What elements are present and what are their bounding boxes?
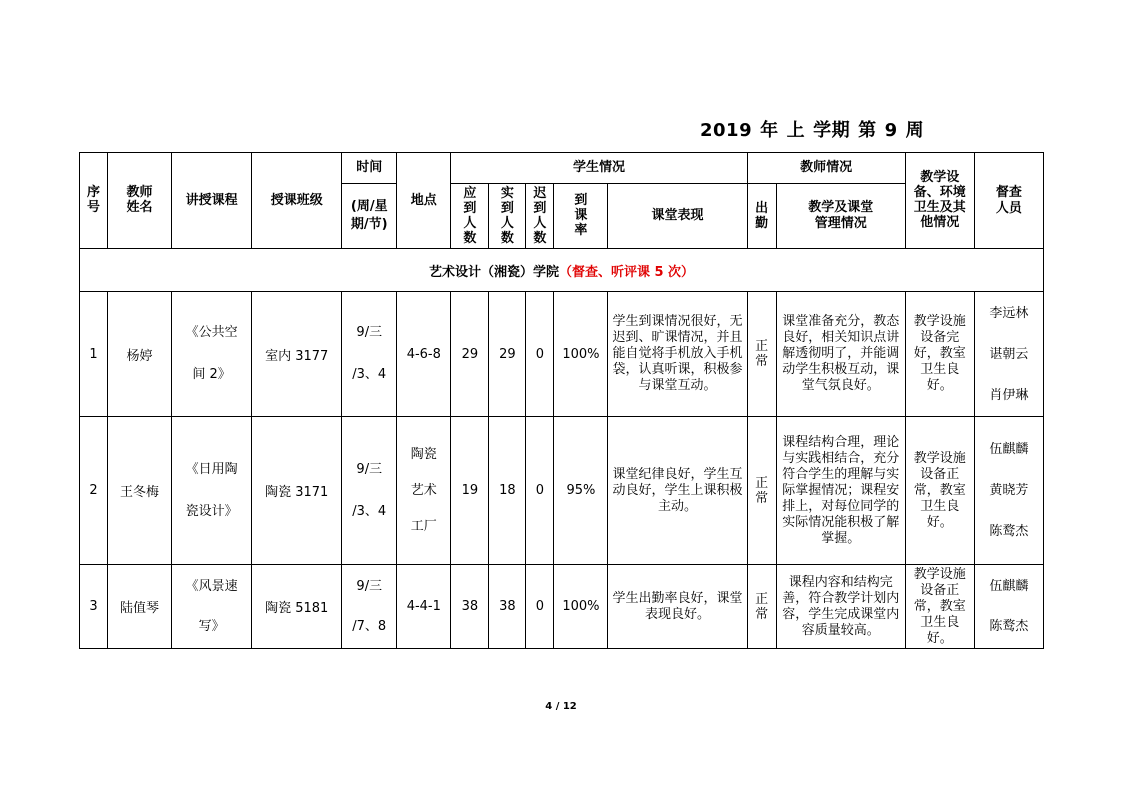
row-facilities: 教学设施设备正常，教室卫生良好。 bbox=[905, 565, 974, 649]
year: 2019 bbox=[700, 120, 753, 141]
row-management: 课程内容和结构完善，符合教学计划内容，学生完成课堂内容质量较高。 bbox=[776, 565, 905, 649]
header-time-sub: (周/星期/节) bbox=[342, 184, 397, 249]
row-facilities: 教学设施设备完好，教室卫生良好。 bbox=[905, 292, 974, 417]
header-students-group: 学生情况 bbox=[451, 153, 747, 184]
row-class: 陶瓷 5181 bbox=[252, 565, 342, 649]
header-actual: 实到人数 bbox=[489, 184, 526, 249]
row-attendance: 正常 bbox=[747, 565, 776, 649]
row-rate: 95% bbox=[554, 417, 608, 565]
row-supervisors: 伍麒麟 陈鹜杰 bbox=[974, 565, 1043, 649]
header-supervisors: 督查人员 bbox=[974, 153, 1043, 249]
row-attendance: 正常 bbox=[747, 417, 776, 565]
inspection-table bbox=[79, 152, 1044, 649]
header-facilities: 教学设备、环境卫生及其他情况 bbox=[905, 153, 974, 249]
header-teacher: 教师姓名 bbox=[108, 153, 172, 249]
term-unit: 学期 bbox=[813, 120, 851, 141]
week-unit: 周 bbox=[905, 120, 925, 141]
header-management: 教学及课堂管理情况 bbox=[776, 184, 905, 249]
row-index: 3 bbox=[80, 565, 108, 649]
row-teacher: 杨婷 bbox=[108, 292, 172, 417]
row-place: 4-6-8 bbox=[397, 292, 451, 417]
header-attendance: 出勤 bbox=[747, 184, 776, 249]
row-facilities: 教学设施设备正常，教室卫生良好。 bbox=[905, 417, 974, 565]
row-performance: 课堂纪律良好，学生互动良好，学生上课积极主动。 bbox=[608, 417, 747, 565]
row-time: 9/三 /7、8 bbox=[342, 565, 397, 649]
row-expected: 29 bbox=[451, 292, 489, 417]
college-row bbox=[80, 249, 1044, 292]
header-class: 授课班级 bbox=[252, 153, 342, 249]
row-supervisors: 李远林 谌朝云 肖伊琳 bbox=[974, 292, 1043, 417]
row-actual: 18 bbox=[489, 417, 526, 565]
table-row bbox=[80, 292, 1044, 417]
row-course: 《公共空 间 2》 bbox=[172, 292, 252, 417]
row-teacher: 王冬梅 bbox=[108, 417, 172, 565]
week-title bbox=[700, 116, 1040, 142]
header-late: 迟到人数 bbox=[526, 184, 554, 249]
row-class: 室内 3177 bbox=[252, 292, 342, 417]
college-note: （督查、听评课 5 次） bbox=[558, 264, 695, 280]
header-course: 讲授课程 bbox=[172, 153, 252, 249]
header-place: 地点 bbox=[397, 153, 451, 249]
row-time: 9/三 /3、4 bbox=[342, 292, 397, 417]
row-class: 陶瓷 3171 bbox=[252, 417, 342, 565]
row-expected: 38 bbox=[451, 565, 489, 649]
row-actual: 29 bbox=[489, 292, 526, 417]
row-performance: 学生出勤率良好，课堂表现良好。 bbox=[608, 565, 747, 649]
row-teacher: 陆值琴 bbox=[108, 565, 172, 649]
header-time: 时间 bbox=[342, 153, 397, 184]
table-row bbox=[80, 565, 1044, 649]
header-index: 序号 bbox=[80, 153, 108, 249]
header-expected: 应到人数 bbox=[451, 184, 489, 249]
row-management: 课程结构合理，理论与实践相结合，充分符合学生的理解与实际掌握情况；课程安排上，对每位同学的实际情况能积极了解掌握。 bbox=[776, 417, 905, 565]
row-course: 《日用陶 瓷设计》 bbox=[172, 417, 252, 565]
row-rate: 100% bbox=[554, 292, 608, 417]
row-performance: 学生到课情况很好，无迟到、旷课情况，并且能自觉将手机放入手机袋，认真听课，积极参与课堂互动。 bbox=[608, 292, 747, 417]
college-title bbox=[80, 249, 1044, 292]
page-number: 4 / 12 bbox=[545, 701, 577, 712]
row-management: 课堂准备充分，教态良好，相关知识点讲解透彻明了，并能调动学生积极互动，课堂气氛良好。 bbox=[776, 292, 905, 417]
header-rate: 到课率 bbox=[554, 184, 608, 249]
header-teacher-group: 教师情况 bbox=[747, 153, 905, 184]
row-index: 1 bbox=[80, 292, 108, 417]
row-late: 0 bbox=[526, 565, 554, 649]
row-course: 《风景速 写》 bbox=[172, 565, 252, 649]
row-expected: 19 bbox=[451, 417, 489, 565]
row-late: 0 bbox=[526, 417, 554, 565]
college-name: 艺术设计（湘瓷）学院 bbox=[428, 264, 559, 280]
table-row bbox=[80, 417, 1044, 565]
row-supervisors: 伍麒麟 黄晓芳 陈鹜杰 bbox=[974, 417, 1043, 565]
row-rate: 100% bbox=[554, 565, 608, 649]
row-attendance: 正常 bbox=[747, 292, 776, 417]
row-time: 9/三 /3、4 bbox=[342, 417, 397, 565]
week-number: 9 bbox=[884, 120, 898, 141]
row-late: 0 bbox=[526, 292, 554, 417]
row-index: 2 bbox=[80, 417, 108, 565]
row-place: 4-4-1 bbox=[397, 565, 451, 649]
row-actual: 38 bbox=[489, 565, 526, 649]
term: 上 bbox=[786, 120, 806, 141]
row-place: 陶瓷 艺术 工厂 bbox=[397, 417, 451, 565]
week-prefix: 第 bbox=[858, 120, 877, 141]
year-unit: 年 bbox=[760, 120, 779, 141]
header-performance: 课堂表现 bbox=[608, 184, 747, 249]
